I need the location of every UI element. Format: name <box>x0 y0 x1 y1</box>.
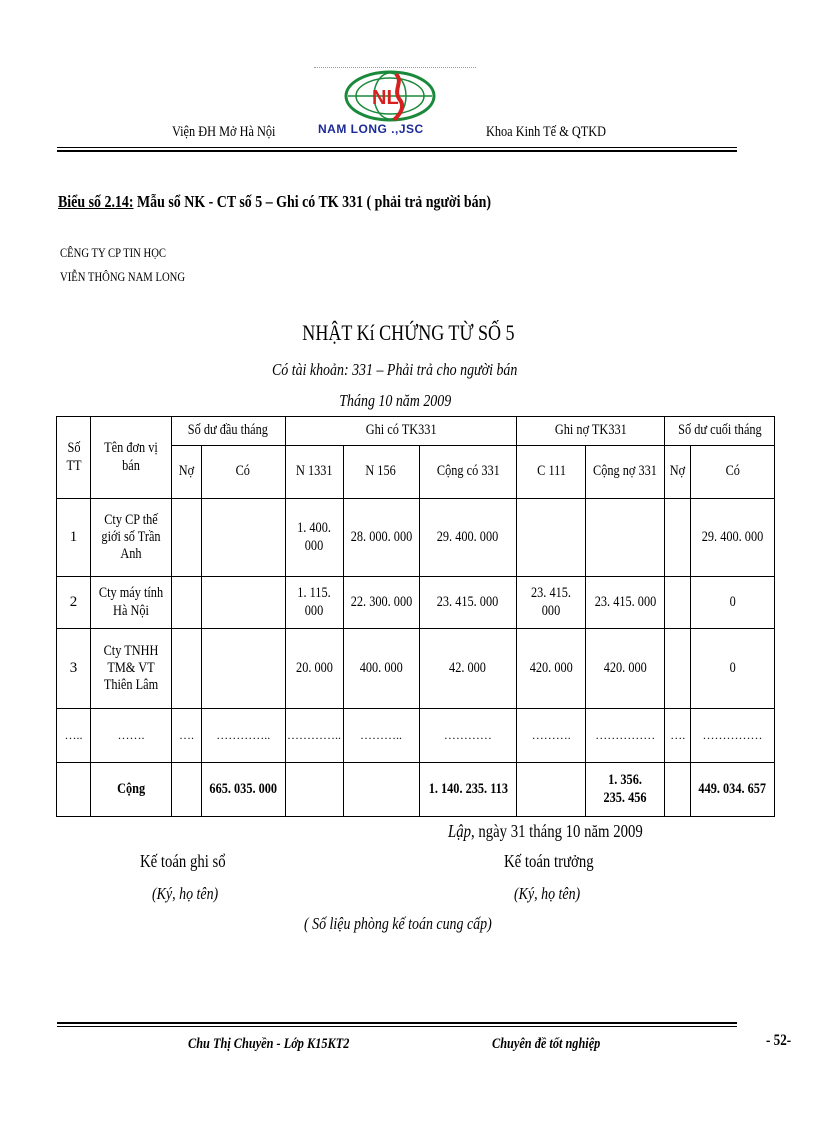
cell-n156: 22. 300. 000 <box>343 577 419 629</box>
cell-total-credit: 1. 140. 235. 113 <box>419 763 517 817</box>
cell-close-co: 29. 400. 000 <box>691 499 775 577</box>
page-number: - 52- <box>766 1032 792 1049</box>
cell-total-close-co: 449. 034. 657 <box>691 763 775 817</box>
cell-stt: 3 <box>57 629 91 709</box>
cell-name: Cty CP thế giới số Trần Anh <box>91 499 172 577</box>
cell-debit-total: …………… <box>586 709 665 763</box>
cell-c111: 420. 000 <box>517 629 586 709</box>
cell-debit-total <box>586 499 665 577</box>
cell-total-debit: 1. 356. 235. 456 <box>586 763 665 817</box>
cell-open-no <box>172 499 202 577</box>
cell-open-co: ………….. <box>202 709 286 763</box>
header-open-no: Nợ <box>172 446 202 499</box>
cell-total-open-co: 665. 035. 000 <box>202 763 286 817</box>
cell-c111 <box>517 499 586 577</box>
cell-credit-total: 29. 400. 000 <box>419 499 517 577</box>
logo-icon <box>344 70 436 122</box>
header-credit-total: Cộng có 331 <box>419 446 517 499</box>
cell-credit-total: 42. 000 <box>419 629 517 709</box>
cell-name: Cty máy tính Hà Nội <box>91 577 172 629</box>
table-row <box>57 577 775 629</box>
header-open-co: Có <box>202 446 286 499</box>
footer-rule-top <box>57 1022 737 1024</box>
cell-close-no <box>665 499 691 577</box>
header-rule-bottom <box>57 150 737 152</box>
logo-company-text: NAM LONG .,JSC <box>318 122 424 136</box>
journal-table <box>56 416 775 817</box>
cell-close-co: …………… <box>691 709 775 763</box>
cell-n156: 28. 000. 000 <box>343 499 419 577</box>
footer-rule-bottom <box>57 1026 737 1027</box>
cell-c111: ………. <box>517 709 586 763</box>
cell-total-label: Cộng <box>91 763 172 817</box>
cell-open-no <box>172 629 202 709</box>
cell-open-co <box>202 499 286 577</box>
header-institute: Viện ĐH Mở Hà Nội <box>172 124 276 140</box>
header-c111: C 111 <box>517 446 586 499</box>
cell-total-c111 <box>517 763 586 817</box>
header-unit-name: Tên đơn vị bán <box>91 417 172 499</box>
table-row <box>57 629 775 709</box>
cell-credit-total: 23. 415. 000 <box>419 577 517 629</box>
header-n156: N 156 <box>343 446 419 499</box>
cell-close-no <box>665 629 691 709</box>
table-row <box>57 499 775 577</box>
header-debit-total: Cộng nợ 331 <box>586 446 665 499</box>
header-debit: Ghi nợ TK331 <box>517 417 665 446</box>
signature-left-title: Kế toán ghi sổ <box>140 851 226 871</box>
header-stt: Số TT <box>57 417 91 499</box>
cell-open-co <box>202 577 286 629</box>
cell-total-n156 <box>343 763 419 817</box>
cell-open-co <box>202 629 286 709</box>
signature-date-prefix: Lập <box>448 821 471 841</box>
cell-open-no: …. <box>172 709 202 763</box>
cell-name: ……. <box>91 709 172 763</box>
cell-stt: 1 <box>57 499 91 577</box>
cell-n1331: 1. 115. 000 <box>285 577 343 629</box>
header-close-no: Nợ <box>665 446 691 499</box>
table-row-ellipsis <box>57 709 775 763</box>
cell-n1331: 1. 400. 000 <box>285 499 343 577</box>
header-top-dotted-line <box>314 67 476 68</box>
cell-debit-total: 420. 000 <box>586 629 665 709</box>
footer-author: Chu Thị Chuyền - Lớp K15KT2 <box>188 1036 350 1052</box>
header-rule-top <box>57 147 737 148</box>
company-line-2: VIỄN THÔNG NAM LONG <box>60 269 186 284</box>
header-faculty: Khoa Kinh Tế & QTKD <box>486 124 607 140</box>
cell-stt: 2 <box>57 577 91 629</box>
cell-debit-total: 23. 415. 000 <box>586 577 665 629</box>
cell-credit-total: ………… <box>419 709 517 763</box>
journal-period: Tháng 10 năm 2009 <box>339 391 451 410</box>
cell-total-close-no <box>665 763 691 817</box>
document-title <box>58 192 586 212</box>
signature-date <box>448 821 686 842</box>
cell-n1331: ………….. <box>285 709 343 763</box>
cell-total-n1331 <box>285 763 343 817</box>
cell-close-no <box>665 577 691 629</box>
signature-right-title: Kế toán trưởng <box>504 851 594 871</box>
cell-n1331: 20. 000 <box>285 629 343 709</box>
signature-left-note: (Ký, họ tên) <box>152 884 219 903</box>
cell-name: Cty TNHH TM& VT Thiên Lâm <box>91 629 172 709</box>
cell-c111: 23. 415. 000 <box>517 577 586 629</box>
header-opening-balance: Số dư đầu tháng <box>172 417 286 446</box>
journal-title: NHẬT Kí CHỨNG TỪ SỐ 5 <box>301 320 515 345</box>
document-title-label: Biểu số 2.14: <box>58 192 134 211</box>
cell-n156: ……….. <box>343 709 419 763</box>
table-header-row-1 <box>57 417 775 446</box>
cell-stt: ….. <box>57 709 91 763</box>
header-n1331: N 1331 <box>285 446 343 499</box>
source-note: ( Số liệu phòng kế toán cung cấp) <box>304 914 492 933</box>
footer-thesis: Chuyên đề tốt nghiệp <box>492 1036 601 1052</box>
header-credit: Ghi có TK331 <box>285 417 517 446</box>
journal-subtitle: Có tài khoản: 331 – Phải trả cho người bán <box>272 360 518 379</box>
cell-total-stt <box>57 763 91 817</box>
cell-open-no <box>172 577 202 629</box>
cell-close-co: 0 <box>691 577 775 629</box>
company-line-1: CÊNG TY CP TIN HỌC <box>60 245 167 260</box>
cell-n156: 400. 000 <box>343 629 419 709</box>
document-title-text: Mẫu sổ NK - CT số 5 – Ghi có TK 331 ( phải trả người bán) <box>133 192 492 211</box>
cell-close-no: …. <box>665 709 691 763</box>
cell-total-open-no <box>172 763 202 817</box>
header-closing-balance: Số dư cuối tháng <box>665 417 775 446</box>
cell-close-co: 0 <box>691 629 775 709</box>
signature-date-rest: , ngày 31 tháng 10 năm 2009 <box>470 821 643 841</box>
signature-right-note: (Ký, họ tên) <box>514 884 581 903</box>
svg-text:NL: NL <box>372 87 399 109</box>
table-total-row <box>57 763 775 817</box>
header-close-co: Có <box>691 446 775 499</box>
